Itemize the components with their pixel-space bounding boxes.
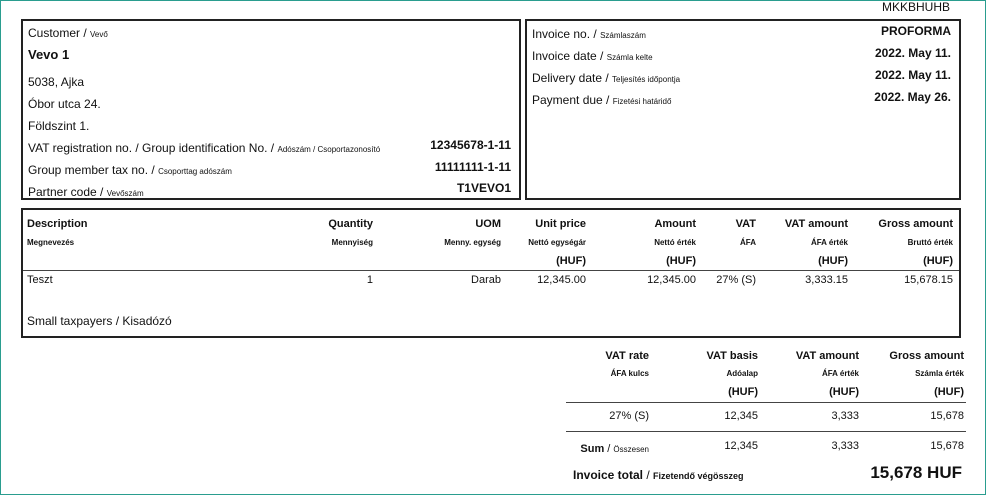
col-subheader-vat-amount: ÁFA érték <box>810 238 848 247</box>
col-header-uom: UOM <box>475 218 501 230</box>
col-unit-unit-price: (HUF) <box>556 255 586 267</box>
cell-quantity: 1 <box>366 274 373 286</box>
col-header-quantity: Quantity <box>328 218 373 230</box>
col-subheader-uom: Menny. egység <box>444 238 501 247</box>
col-header-amount: Amount <box>654 218 696 230</box>
sum-unit-vat: (HUF) <box>829 386 859 398</box>
col-header-gross: Gross amount <box>878 218 953 230</box>
summary-gross: 15,678 <box>930 410 964 422</box>
partner-value: T1VEVO1 <box>456 181 511 195</box>
taxpayer-note: Small taxpayers / Kisadózó <box>27 314 172 328</box>
cell-vat-amount: 3,333.15 <box>805 274 848 286</box>
invoice-total-label: Invoice total / Fizetendő végösszeg <box>573 468 744 482</box>
col-subheader-amount: Nettó érték <box>654 238 696 247</box>
col-unit-gross: (HUF) <box>923 255 953 267</box>
invoice-total-value: 15,678 HUF <box>870 463 962 482</box>
address-line: 5038, Ajka <box>28 75 85 89</box>
sum-subheader-gross: Számla érték <box>915 369 964 378</box>
sum-header-rate: VAT rate <box>605 350 649 362</box>
col-header-description: Description <box>27 218 88 230</box>
col-subheader-quantity: Mennyiség <box>331 238 373 247</box>
vat-value: 12345678-1-11 <box>430 138 511 152</box>
sum-unit-basis: (HUF) <box>728 386 758 398</box>
col-subheader-vat: ÁFA <box>740 238 756 247</box>
sum-unit-gross: (HUF) <box>934 386 964 398</box>
payment-due-value: 2022. May 26. <box>874 90 951 104</box>
sum-header-basis: VAT basis <box>706 350 758 362</box>
invoice-number-value: PROFORMA <box>881 24 951 38</box>
group-label: Group member tax no. / Csoporttag adószám <box>28 163 232 177</box>
summary-divider <box>566 402 966 403</box>
invoice-date-label: Invoice date / Számla kelte <box>532 49 653 63</box>
cell-uom: Darab <box>471 274 501 286</box>
vat-label: VAT registration no. / Group identification No. / Adószám / Csoportazonosító <box>28 141 381 155</box>
customer-box <box>21 19 521 200</box>
col-unit-amount: (HUF) <box>666 255 696 267</box>
cell-vat: 27% (S) <box>716 274 756 286</box>
delivery-date-label: Delivery date / Teljesítés időpontja <box>532 71 681 85</box>
address-line: Földszint 1. <box>28 119 90 133</box>
partner-label: Partner code / Vevőszám <box>28 185 144 199</box>
invoice-date-value: 2022. May 11. <box>874 46 951 60</box>
sum-subheader-basis: Adóalap <box>726 369 758 378</box>
sum-gross: 15,678 <box>930 440 964 452</box>
invoice-info-box <box>525 19 961 200</box>
customer-name: Vevo 1 <box>28 47 70 62</box>
cell-amount: 12,345.00 <box>647 274 696 286</box>
cell-description: Teszt <box>27 274 53 286</box>
col-unit-vat-amount: (HUF) <box>818 255 848 267</box>
col-header-vat-amount: VAT amount <box>784 218 848 230</box>
col-subheader-unit-price: Nettó egységár <box>528 238 586 247</box>
sum-subheader-rate: ÁFA kulcs <box>610 369 649 378</box>
summary-vat: 3,333 <box>831 410 859 422</box>
items-table <box>21 208 961 338</box>
summary-divider <box>566 431 966 432</box>
sum-label: Sum / Összesen <box>580 443 649 455</box>
sum-vat: 3,333 <box>831 440 859 452</box>
sum-header-vat: VAT amount <box>795 350 859 362</box>
sum-header-gross: Gross amount <box>889 350 964 362</box>
sum-subheader-vat: ÁFA érték <box>821 369 859 378</box>
customer-label: Customer / Vevő <box>28 26 108 40</box>
invoice-code: MKKBHUHB <box>881 0 950 14</box>
col-subheader-description: Megnevezés <box>27 238 75 247</box>
col-subheader-gross: Bruttó érték <box>907 238 953 247</box>
header-divider <box>23 270 959 271</box>
address-line: Óbor utca 24. <box>28 97 101 111</box>
summary-basis: 12,345 <box>724 410 758 422</box>
sum-basis: 12,345 <box>724 440 758 452</box>
col-header-unit-price: Unit price <box>535 218 586 230</box>
group-value: 11111111-1-11 <box>434 160 511 174</box>
col-header-vat: VAT <box>735 218 756 230</box>
cell-unit-price: 12,345.00 <box>537 274 586 286</box>
summary-rate: 27% (S) <box>609 410 649 422</box>
invoice-number-label: Invoice no. / Számlaszám <box>532 27 646 41</box>
payment-due-label: Payment due / Fizetési határidő <box>532 93 672 107</box>
cell-gross: 15,678.15 <box>904 274 953 286</box>
delivery-date-value: 2022. May 11. <box>874 68 951 82</box>
